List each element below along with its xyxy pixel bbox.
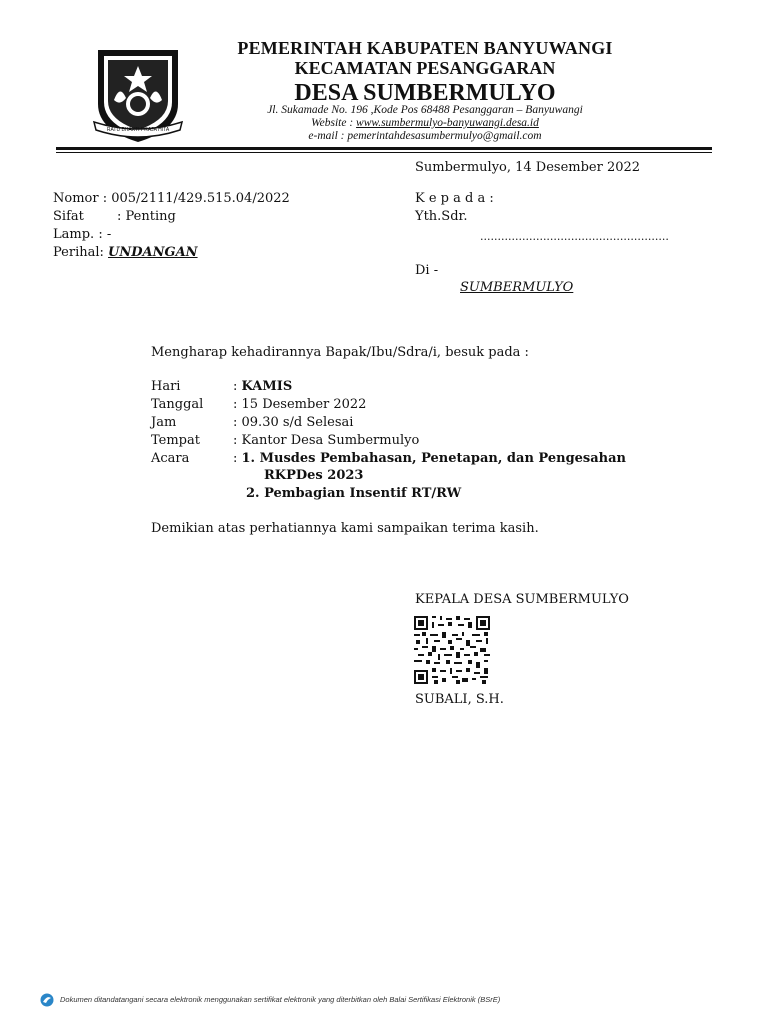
bsre-logo-icon — [40, 993, 54, 1007]
field-nomor-sep: : — [102, 191, 112, 206]
letterhead-government: PEMERINTAH KABUPATEN BANYUWANGI — [237, 38, 613, 58]
detail-tanggal-value: 15 Desember 2022 — [241, 397, 367, 412]
body-closing: Demikian atas perhatiannya kami sampaikan terima kasih. — [151, 521, 539, 536]
website-link[interactable]: www.sumbermulyo-banyuwangi.desa.id — [356, 117, 539, 129]
field-nomor — [53, 190, 290, 208]
detail-hari: Hari : KAMIS — [151, 379, 293, 394]
place-date: Sumbermulyo, 14 Desember 2022 — [415, 160, 641, 175]
detail-jam-label: Jam — [151, 415, 177, 430]
field-lamp-label: Lamp. — [53, 227, 95, 242]
logo-motto-text: RATU BHAKTI PRAJA HITA — [106, 127, 170, 133]
letterhead-district: KECAMATAN PESANGGARAN — [294, 58, 556, 78]
field-nomor-label: Nomor — [53, 191, 99, 206]
detail-acara-item-1: 1. Musdes Pembahasan, Penetapan, dan Pengesahan — [241, 451, 626, 466]
footer-note — [40, 993, 740, 1007]
detail-tempat-value: Kantor Desa Sumbermulyo — [241, 433, 420, 448]
signature-title: KEPALA DESA SUMBERMULYO — [415, 592, 629, 607]
recipient-di: Di - — [415, 263, 439, 278]
letterhead-website-line — [190, 117, 660, 129]
letterhead-rule-thick — [56, 147, 712, 150]
field-sifat — [53, 208, 176, 226]
signature-name: SUBALI, S.H. — [415, 692, 504, 707]
field-nomor-value: 005/2111/429.515.04/2022 — [111, 191, 290, 206]
detail-acara-item-2: 2. Pembagian Insentif RT/RW — [246, 486, 462, 501]
recipient-kepada: K e p a d a : — [415, 191, 494, 206]
letterhead-rule-thin — [56, 152, 712, 153]
letterhead-email: e-mail : pemerintahdesasumbermulyo@gmail.com — [308, 130, 542, 142]
field-sifat-sep: : — [117, 209, 126, 224]
field-sifat-value: Penting — [125, 209, 176, 224]
letterhead-address: Jl. Sukamade No. 196 ,Kode Pos 68488 Pesanggaran – Banyuwangi — [267, 104, 583, 116]
detail-acara-label: Acara — [151, 451, 190, 466]
detail-tempat-label: Tempat — [151, 433, 200, 448]
signature-qr-code — [414, 616, 490, 684]
detail-tanggal: Tanggal : 15 Desember 2022 — [151, 397, 367, 412]
detail-tempat: Tempat : Kantor Desa Sumbermulyo — [151, 433, 420, 448]
website-label: Website : — [311, 117, 357, 129]
field-lamp-sep: : — [98, 227, 107, 242]
field-lamp-value: - — [106, 227, 112, 242]
footer-text: Dokumen ditandatangani secara elektronik menggunakan sertifikat elektronik yang diterbitkan oleh Balai Sertifikasi Elektronik (BSrE) — [60, 994, 501, 1004]
field-sifat-label: Sifat — [53, 209, 84, 224]
field-perihal-value: UNDANGAN — [108, 245, 198, 260]
detail-acara: Acara : 1. Musdes Pembahasan, Penetapan, dan Pengesahan — [151, 451, 626, 466]
field-lamp — [53, 226, 111, 244]
letterhead-village: DESA SUMBERMULYO — [294, 80, 556, 106]
recipient-place: SUMBERMULYO — [460, 280, 574, 295]
detail-jam: Jam : 09.30 s/d Selesai — [151, 415, 354, 430]
field-perihal — [53, 244, 198, 262]
recipient-yth: Yth.Sdr. — [415, 209, 468, 224]
field-perihal-sep: : — [99, 245, 109, 260]
field-perihal-label: Perihal — [53, 245, 100, 260]
detail-hari-value: KAMIS — [241, 379, 293, 394]
detail-hari-label: Hari — [151, 379, 181, 394]
detail-tanggal-label: Tanggal — [151, 397, 204, 412]
detail-acara-item-1-cont: RKPDes 2023 — [264, 468, 364, 483]
detail-jam-value: 09.30 s/d Selesai — [241, 415, 354, 430]
recipient-blank-line: ...................................................... — [480, 230, 669, 243]
body-opening: Mengharap kehadirannya Bapak/Ibu/Sdra/i, besuk pada : — [151, 345, 529, 360]
regency-emblem-logo — [92, 44, 184, 144]
